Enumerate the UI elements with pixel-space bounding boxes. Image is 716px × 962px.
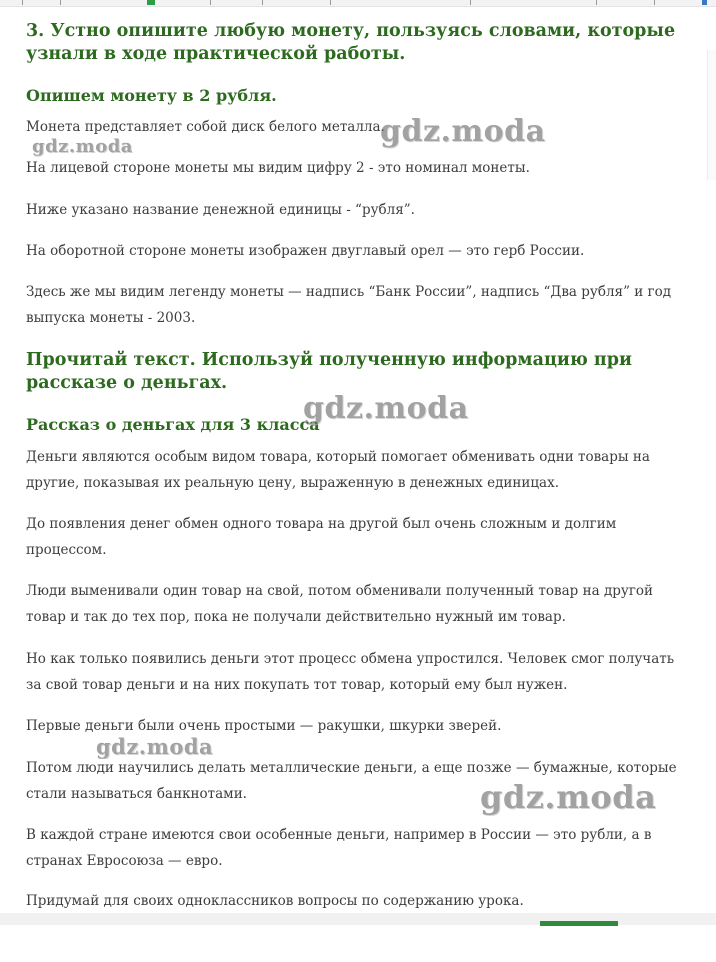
toolbar-separator (330, 0, 331, 5)
bookmark-icon[interactable] (147, 0, 155, 5)
coin-heading: Опишем монету в 2 рубля. (26, 86, 277, 105)
reading-paragraph: Люди выменивали один товар на свой, потом обменивали полученный товар на другой товар и так до тех пор, пока не получали действительно нужный им товар. (26, 583, 654, 625)
reading-paragraph: Но как только появились деньги этот процесс обмена упростился. Человек смог получать за свой товар деньги и на них покупать тот товар, который ему был нужен. (26, 651, 675, 693)
coin-paragraph: Ниже указано название денежной единицы - “рубля”. (26, 202, 415, 218)
reading-paragraph: Деньги являются особым видом товара, который помогает обменивать одни товары на другие, показывая их реальную цену, выраженную в денежных единицах. (26, 449, 650, 491)
scrollbar[interactable] (707, 50, 716, 180)
coin-paragraph: Здесь же мы видим легенду монеты — надпись “Банк России”, надпись “Два рубля” и год выпуска монеты - 2003. (26, 284, 672, 326)
browser-toolbar-strip (0, 0, 716, 7)
app-icon[interactable] (702, 0, 707, 5)
watermark-logo: gdz.moda (96, 734, 214, 759)
watermark-logo: gdz.moda (480, 778, 657, 816)
watermark-logo: gdz.moda (303, 391, 469, 426)
toolbar-separator (596, 0, 597, 5)
toolbar-separator (60, 0, 61, 5)
coin-paragraph: Монета представляет собой диск белого металла. (26, 119, 385, 135)
reading-paragraph: Потом люди научились делать металлические деньги, а еще позже — бумажные, которые стали называться банкнотами. (26, 760, 677, 802)
reading-paragraph: Первые деньги были очень простыми — ракушки, шкурки зверей. (26, 718, 502, 734)
toolbar-separator (654, 0, 655, 5)
toolbar-separator (470, 0, 471, 5)
reading-paragraph: Придумай для своих одноклассников вопросы по содержанию урока. (26, 893, 524, 909)
reading-heading: Рассказ о деньгах для 3 класса (26, 415, 320, 434)
coin-paragraph: На лицевой стороне монеты мы видим цифру 2 - это номинал монеты. (26, 160, 530, 176)
reading-paragraph: До появления денег обмен одного товара на другой был очень сложным и долгим процессом. (26, 516, 617, 558)
toolbar-separator (22, 0, 23, 5)
watermark-logo: gdz.moda (380, 114, 546, 149)
toolbar-separator (262, 0, 263, 5)
footer-accent-bar (540, 921, 618, 926)
reading-paragraph: В каждой стране имеются свои особенные деньги, например в России — это рубли, а в странах Евросоюза — евро. (26, 827, 652, 869)
toolbar-separator (210, 0, 211, 5)
watermark-logo: gdz.moda (32, 136, 133, 157)
reading-title: Прочитай текст. Используй полученную информацию при рассказе о деньгах. (26, 350, 632, 393)
section-title: 3. Устно опишите любую монету, пользуясь словами, которые узнали в ходе практической работы. (26, 21, 676, 64)
coin-paragraph: На оборотной стороне монеты изображен двуглавый орел — это герб России. (26, 243, 585, 259)
